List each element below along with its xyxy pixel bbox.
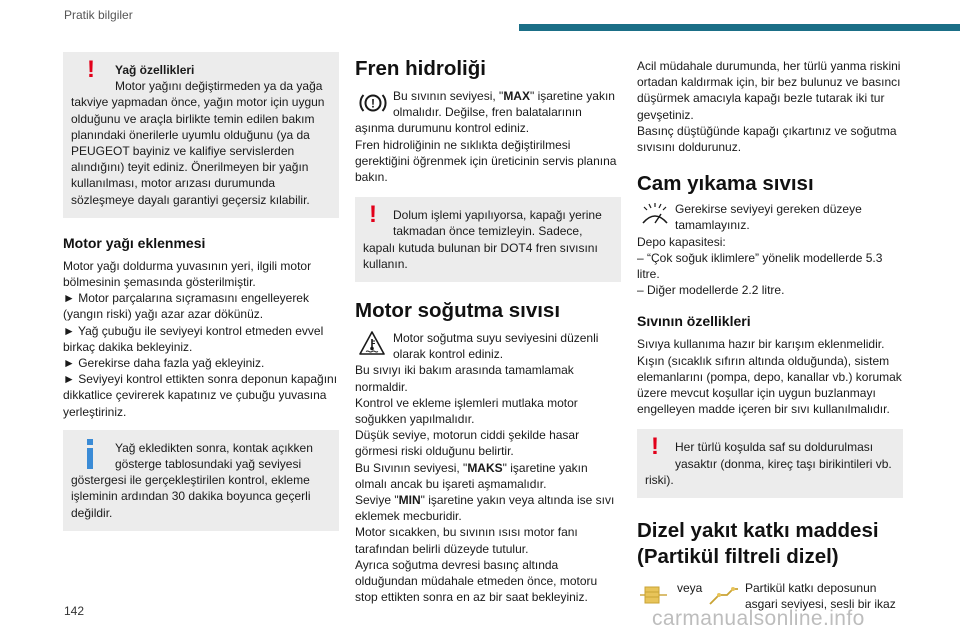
page-number: 142 — [64, 604, 85, 618]
coolant-p5-post: " işaretine yakın veya altında ise sıvı eklemek mecburidir. — [355, 493, 615, 524]
exclamation-icon: ! — [651, 433, 659, 461]
warn-box-line2: yasaktır (donma, kireç taşı birikintileri vb. — [675, 456, 892, 471]
water-warning-box — [637, 429, 903, 498]
washer-fluid-icon — [639, 201, 671, 225]
fluid-specs-body: Sıvıya kullanıma hazır bir karışım eklenmelidir. Kışın (sıcaklık sıfırın altında olduğunda), sistem elemanlarını (pompa, depo, kanallar vb.) korumak üzere mevcut koşullar için uygun buzlanmayı engelleyen madde içeren bir sıvı kullanılmalıdır. — [637, 337, 902, 417]
brake-line1-post: " işaretine yakın — [529, 89, 615, 103]
oil-info-body: göstergesi ile gerçekleştirilen kontrol, ekleme işleminin ardından 30 dakika boyunca geçerli değildir. — [71, 473, 311, 520]
coolant-temperature-icon — [358, 330, 386, 356]
coolant-p4-post: " işaretine yakın olmalı ancak bu işareti aşmamalıdır. — [355, 460, 588, 491]
info-icon — [87, 439, 93, 469]
brake-fluid-heading: Fren hidroliği — [355, 57, 486, 80]
diesel-line2: asgari seviyesi, sesli bir ikaz — [745, 597, 896, 612]
washer-intro — [637, 201, 903, 233]
add-oil-step-2: ► Yağ çubuğu ile seviyeyi kontrol etmeden evvel birkaç dakika bekleyiniz. — [63, 323, 324, 354]
header-accent-rule — [519, 24, 960, 31]
coolant-p3: Düşük seviye, motorun ciddi şekilde hasar görmesi riski olduğunu belirtir. — [355, 428, 580, 459]
coolant-emergency-text: Acil müdahale durumunda, her türlü yanma riskini ortadan kaldırmak için, bir bez bulunuz ve basıncı düşürmek amacıyla kapağı bezle tutarak iki tur gevşetiniz. — [637, 59, 901, 122]
diesel-additive-heading-1: Dizel yakıt katkı maddesi — [637, 519, 879, 543]
coolant-p1: Bu sıvıyı iki bakım arasında tamamlamak normaldir. — [355, 363, 574, 394]
oil-specs-warning-box — [63, 52, 339, 218]
coolant-p5 — [355, 492, 621, 524]
warn-box-body: riski). — [645, 472, 674, 487]
coolant-p6: Motor sıcakken, bu sıvının ısısı motor fanı tarafından belirli düzeyde tutulur. — [355, 525, 578, 556]
diesel-additive-icon — [637, 582, 671, 610]
brake-p2: Fren hidroliğinin ne sıklıkta değiştirilmesi gerektiğini öğrenmek için üreticinin servis planına bakın. — [355, 137, 617, 185]
washer-capacity-label: Depo kapasitesi: — [637, 234, 726, 249]
brake-box-body: kapalı kutuda bulunan bir DOT4 fren sıvısını kullanın. — [363, 240, 598, 271]
brake-max-label: MAX — [503, 89, 530, 103]
coolant-p4 — [355, 460, 621, 492]
diesel-filter-icon — [707, 582, 741, 610]
washer-line2: tamamlayınız. — [675, 218, 750, 233]
brake-box-line1: Dolum işlemi yapılıyorsa, kapağı yerine — [393, 208, 602, 223]
diesel-veya: veya — [677, 581, 703, 596]
coolant-p7: Ayrıca soğutma devresi basınç altında olduğundan müdahale etmeden önce, motoru stop ettikten sonra en az bir saat bekleyiniz. — [355, 557, 598, 605]
add-oil-heading: Motor yağı eklenmesi — [63, 234, 206, 251]
coolant-heading: Motor soğutma sıvısı — [355, 299, 561, 323]
washer-capacity-cold: – “Çok soğuk iklimlere” yönelik modellerde 5.3 litre. — [637, 250, 883, 282]
coolant-min-label: MIN — [398, 493, 421, 508]
coolant-p5-pre: Seviye " — [355, 493, 399, 508]
column-1 — [63, 52, 339, 531]
column-2 — [355, 52, 621, 605]
washer-fluid-heading: Cam yıkama sıvısı — [637, 172, 814, 196]
brake-line2: olmalıdır. Değilse, fren balatalarının — [393, 105, 582, 120]
brake-line1-pre: Bu sıvının seviyesi, " — [393, 89, 504, 103]
brake-line1 — [393, 88, 621, 104]
warn-box-line1: Her türlü koşulda saf su doldurulması — [675, 440, 874, 455]
diesel-line1: Partikül katkı deposunun — [745, 581, 877, 596]
brake-warning-icon — [359, 90, 387, 116]
oil-box-title: Yağ özellikleri — [115, 63, 195, 77]
add-oil-p1: Motor yağı doldurma yuvasının yeri, ilgili motor bölmesinin şemasında gösterilmiştir. — [63, 258, 312, 290]
oil-box-line1: Motor yağını değiştirmeden ya da yağa — [115, 79, 323, 94]
coolant-line1: Motor soğutma suyu seviyesini düzenli — [393, 331, 599, 346]
washer-line1: Gerekirse seviyeyi gereken düzeye — [675, 202, 862, 217]
brake-fluid-intro — [355, 88, 621, 120]
add-oil-step-4: ► Seviyeyi kontrol ettikten sonra deponun kapağını dikkatlice çevirerek kapatınız ve çubuğu yuvasına yerleştiriniz. — [63, 372, 338, 419]
coolant-intro — [355, 330, 621, 362]
oil-info-line1: Yağ ekledikten sonra, kontak açıkken — [115, 440, 313, 455]
add-oil-step-1: ► Motor parçalarına sıçramasını engelleyerek (yangın riski) yağı azar azar dökünüz. — [63, 291, 309, 322]
add-oil-step-3: ► Gerekirse daha fazla yağ ekleyiniz. — [63, 356, 265, 371]
fluid-specs-heading: Sıvının özellikleri — [637, 313, 751, 330]
exclamation-icon: ! — [87, 56, 95, 83]
brake-box-line2: takmadan önce temizleyin. Sadece, — [393, 224, 583, 239]
brake-body: aşınma durumunu kontrol ediniz. — [355, 121, 530, 136]
diesel-additive-heading-2: (Partikül filtreli dizel) — [637, 545, 839, 569]
brake-warning-box — [355, 197, 621, 282]
coolant-p4-pre: Bu Sıvının seviyesi, " — [355, 460, 468, 475]
oil-info-box — [63, 430, 339, 531]
coolant-maks-label: MAKS — [467, 460, 503, 475]
svg-text:!: ! — [371, 96, 375, 111]
column-3 — [637, 58, 903, 616]
coolant-p2: Kontrol ve ekleme işlemleri mutlaka motor soğukken yapılmalıdır. — [355, 395, 578, 427]
washer-capacity-other: – Diğer modellerde 2.2 litre. — [637, 283, 785, 298]
watermark: carmanualsonline.info — [652, 607, 865, 630]
coolant-pressure-text: Basınç düştüğünde kapağı çıkartınız ve soğutma sıvısını doldurunuz. — [637, 123, 897, 155]
oil-info-line2: gösterge tablosundaki yağ seviyesi — [115, 457, 302, 472]
section-title: Pratik bilgiler — [64, 8, 133, 22]
oil-box-body: takviye yapmadan önce, yağın motor için uygun olduğunu ve araçla birlikte temin edilen bakım planındaki önerilerle uyumlu olduğunu (ya da PEUGEOT bayiniz ve kalifiye servislerden alındığını) teyit ediniz. Önerilmeyen bir yağın kullanılması, motor arızası durumunda sözleşmeye dayalı garantiyi geçersiz kılabilir. — [71, 95, 325, 207]
exclamation-icon: ! — [369, 201, 377, 229]
coolant-line2: olarak kontrol ediniz. — [393, 347, 504, 362]
